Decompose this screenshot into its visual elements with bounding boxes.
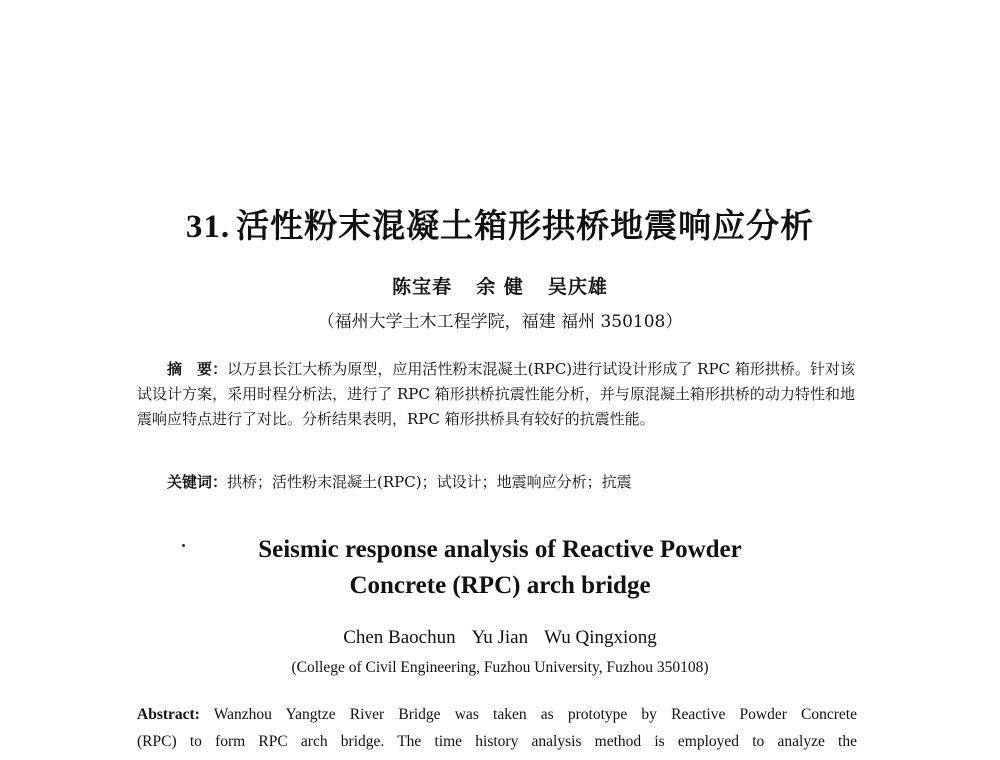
english-abstract-text: Wanzhou Yangtze River Bridge was taken as prototype by Reactive Powder Concrete [213, 706, 857, 723]
chinese-keywords-text: 拱桥；活性粉末混凝土(RPC)；试设计；地震响应分析；抗震 [227, 473, 632, 491]
english-title-line: Seismic response analysis of Reactive Powder [258, 536, 742, 563]
english-abstract [137, 701, 857, 755]
chinese-abstract-text: 以万县长江大桥为原型，应用活性粉末混凝土(RPC)进行试设计形成了 RPC 箱形拱桥。针对该试设计方案，采用时程分析法，进行了 RPC 箱形拱桥抗震性能分析，并与原混凝土箱形拱桥的动力特性和地震响应特点进行了对比。分析结果表明，RPC 箱形拱桥具有较好的抗震性能。 [137, 360, 855, 428]
chinese-title-text: 活性粉末混凝土箱形拱桥地震响应分析 [236, 206, 815, 245]
english-author: Yu Jian [471, 627, 529, 648]
english-abstract-line [137, 701, 857, 728]
english-author: Wu Qingxiong [544, 627, 657, 648]
chinese-keywords-label: 关键词： [167, 473, 228, 491]
chinese-authors [0, 272, 1000, 299]
english-abstract-label: Abstract: [137, 706, 200, 723]
chinese-abstract-label: 摘 要： [167, 360, 228, 378]
chinese-author: 陈宝春 [392, 276, 453, 298]
chinese-title [0, 200, 1000, 247]
english-abstract-line: (RPC) to form RPC arch bridge. The time history analysis method is employed to analyze the [137, 733, 857, 750]
english-affiliation: (College of Civil Engineering, Fuzhou University, Fuzhou 350108) [291, 659, 709, 676]
chinese-keywords [167, 470, 857, 495]
chinese-abstract [137, 357, 855, 432]
english-title [0, 532, 1000, 604]
chinese-author: 余 健 [476, 276, 524, 298]
english-author: Chen Baochun [343, 627, 456, 648]
english-title-line: Concrete (RPC) arch bridge [349, 572, 651, 599]
chinese-author: 吴庆雄 [547, 276, 608, 298]
title-number: 31. [185, 209, 231, 245]
english-authors [0, 627, 1000, 649]
chinese-affiliation: （福州大学土木工程学院，福建 福州 350108） [317, 312, 683, 332]
